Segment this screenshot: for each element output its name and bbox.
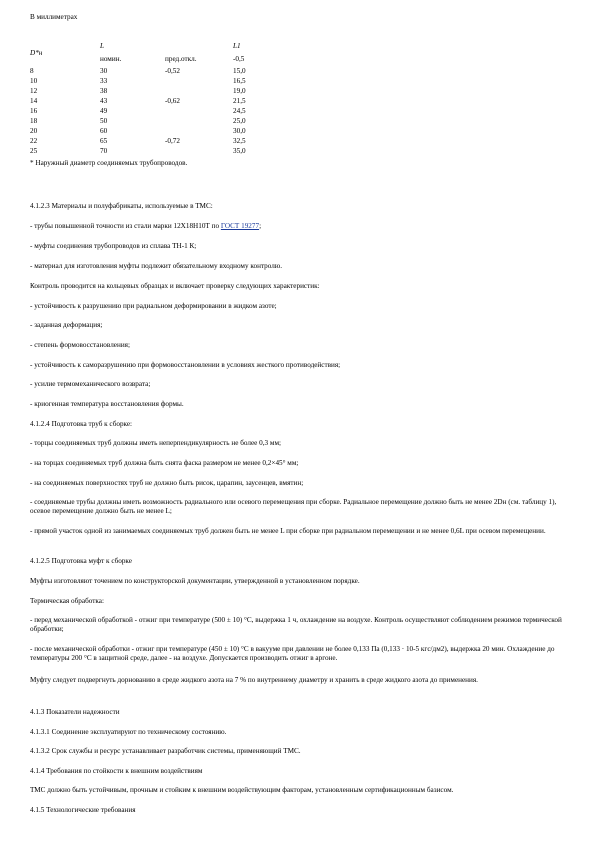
- footnote-text: * Наружный диаметр соединяемых трубопроводов.: [30, 159, 188, 167]
- table-row: [30, 127, 290, 136]
- paragraph: [30, 222, 261, 231]
- cell-l: 70: [100, 147, 108, 155]
- table-row: [30, 117, 290, 126]
- cell-l1: 35,0: [233, 147, 246, 155]
- cell-l: 65: [100, 137, 108, 145]
- cell-l1: 21,5: [233, 97, 246, 105]
- header-l1: L1: [233, 42, 241, 50]
- paragraph: - соединяемые трубы должны иметь возможность радиального или осевого перемещения при сборке. Радиальное перемещение должно быть не менее 2Dн (см. таблицу 1), осевое перемещение должно быть не менее L;: [30, 498, 557, 515]
- cell-l1: 15,0: [233, 67, 246, 75]
- cell-dn: 12: [30, 87, 38, 95]
- cell-l: 30: [100, 67, 108, 75]
- cell-l: 60: [100, 127, 108, 135]
- section-heading: 4.1.2.5 Подготовка муфт к сборке: [30, 557, 132, 565]
- paragraph-text: - трубы повышенной точности из стали марки 12Х18Н10Т по: [30, 222, 221, 230]
- paragraph: - торцы соединяемых труб должны иметь неперпендикулярность не более 0,3 мм;: [30, 439, 281, 447]
- cell-l1: 19,0: [233, 87, 246, 95]
- paragraph: - на торцах соединяемых труб должна быть снята фаска размером не менее 0,2×45° мм;: [30, 459, 299, 467]
- section-heading: 4.1.5 Технологические требования: [30, 806, 136, 814]
- paragraph: - степень формовосстановления;: [30, 341, 130, 349]
- paragraph: Контроль проводится на кольцевых образцах и включает проверку следующих характеристик:: [30, 282, 320, 290]
- header-tolerance: -0,5: [233, 55, 245, 63]
- cell-l: 49: [100, 107, 108, 115]
- paragraph: - перед механической обработкой - отжиг при температуре (500 ± 10) °С, выдержка 1 ч, охлаждение на воздухе. Контроль осуществляют соблюдением режимов термической обработки;: [30, 616, 562, 633]
- cell-dev: -0,72: [165, 137, 180, 145]
- paragraph: 4.1.3.1 Соединение эксплуатируют по техническому состоянию.: [30, 728, 227, 736]
- paragraph: ТМС должно быть устойчивым, прочным и стойким к внешним воздействующим факторам, установленным сертификационным базисом.: [30, 786, 454, 794]
- cell-dn: 20: [30, 127, 38, 135]
- cell-l: 38: [100, 87, 108, 95]
- cell-dn: 18: [30, 117, 38, 125]
- cell-l: 33: [100, 77, 108, 85]
- paragraph: Муфты изготовляют точением по конструкторской документации, утвержденной в установленном порядке.: [30, 577, 360, 585]
- header-deviation: пред.откл.: [165, 55, 197, 63]
- paragraph: - криогенная температура восстановления формы.: [30, 400, 184, 408]
- paragraph: - устойчивость к саморазрушению при формовосстановлении в условиях жесткого противодействия;: [30, 361, 341, 369]
- paragraph: - муфты соединения трубопроводов из сплава ТН-1 К;: [30, 242, 197, 250]
- cell-l1: 24,5: [233, 107, 246, 115]
- paragraph: - устойчивость к разрушению при радиальном деформировании в жидком азоте;: [30, 302, 277, 310]
- cell-l: 43: [100, 97, 108, 105]
- cell-l1: 16,5: [233, 77, 246, 85]
- cell-l1: 25,0: [233, 117, 246, 125]
- table-row: [30, 97, 290, 106]
- table-subheader: [30, 55, 290, 64]
- paragraph: - на соединяемых поверхностях труб не должно быть рисок, царапин, заусенцев, вмятин;: [30, 479, 304, 487]
- paragraph: - после механической обработки - отжиг при температуре (450 ± 10) °С в вакууме при давлении не более 0,133 Па (0,133 · 10-5 кгс/дм2), выдержка 20 мин. Охлаждение до температуры 200 °С в защитной среде, далее - на воздухе. Допускается производить отжиг в аргоне.: [30, 645, 555, 662]
- section-heading: 4.1.4 Требования по стойкости к внешним воздействиям: [30, 767, 203, 775]
- header-nominal: номин.: [100, 55, 122, 63]
- cell-dn: 16: [30, 107, 38, 115]
- cell-dn: 10: [30, 77, 38, 85]
- table-row: [30, 87, 290, 96]
- paragraph: 4.1.3.2 Срок службы и ресурс устанавливает разработчик системы, применяющий ТМС.: [30, 747, 301, 755]
- section-heading: 4.1.2.3 Материалы и полуфабрикаты, используемые в ТМС:: [30, 202, 213, 210]
- cell-l1: 32,5: [233, 137, 246, 145]
- table-row: [30, 147, 290, 156]
- header-l: L: [100, 42, 104, 50]
- header-dn: D*н: [30, 49, 43, 57]
- table-row: [30, 137, 290, 146]
- paragraph: - прямой участок одной из занимаемых соединяемых труб должен быть не менее L при сборке при радиальном перемещении и не менее 0,6L при осевом перемещении.: [30, 527, 546, 535]
- table-row: [30, 107, 290, 116]
- section-heading: 4.1.3 Показатели надежности: [30, 708, 120, 716]
- table-footnote: [30, 159, 290, 168]
- table-row: [30, 67, 290, 76]
- paragraph: - материал для изготовления муфты подлежит обязательному входному контролю.: [30, 262, 283, 270]
- paragraph: - заданная деформация;: [30, 321, 103, 329]
- cell-dn: 25: [30, 147, 38, 155]
- cell-dn: 8: [30, 67, 34, 75]
- units-note: В миллиметрах: [30, 13, 78, 21]
- cell-l1: 30,0: [233, 127, 246, 135]
- paragraph: Муфту следует подвергнуть дорнованию в среде жидкого азота на 7 % по внутреннему диаметру и хранить в среде жидкого азота до применения.: [30, 676, 478, 684]
- section-heading: 4.1.2.4 Подготовка труб к сборке:: [30, 420, 133, 428]
- table-row: [30, 77, 290, 86]
- cell-l: 50: [100, 117, 108, 125]
- paragraph: Термическая обработка:: [30, 597, 104, 605]
- cell-dev: -0,52: [165, 67, 180, 75]
- paragraph-text: ;: [259, 222, 262, 230]
- cell-dn: 22: [30, 137, 38, 145]
- cell-dev: -0,62: [165, 97, 180, 105]
- gost-link[interactable]: ГОСТ 19277: [220, 222, 260, 230]
- cell-dn: 14: [30, 97, 38, 105]
- paragraph: - усилие термомеханического возврата;: [30, 380, 151, 388]
